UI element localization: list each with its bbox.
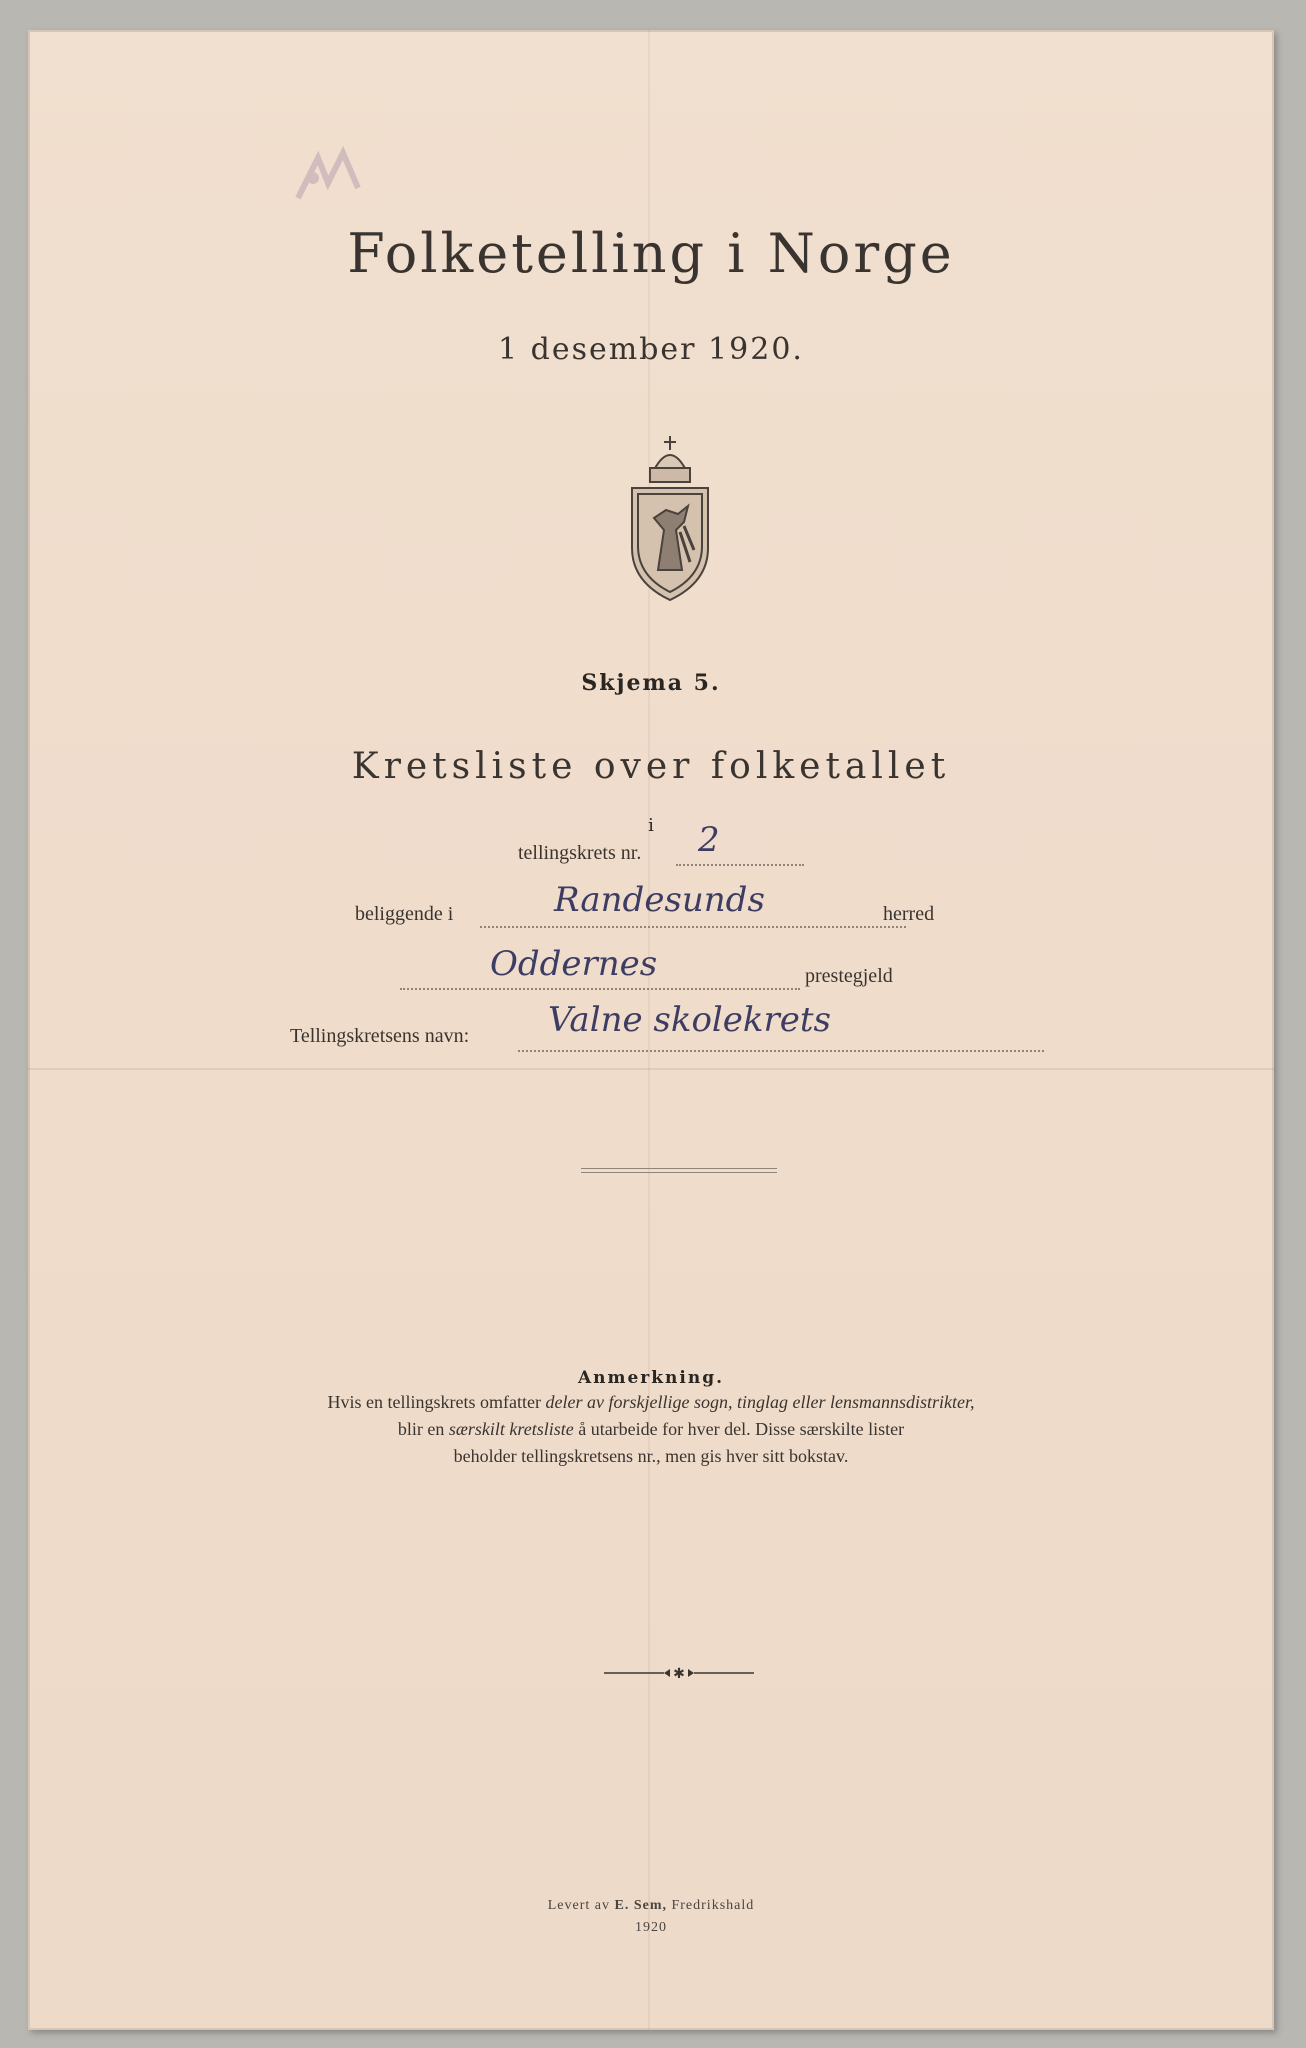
prestegjeld-value: Oddernes	[490, 944, 658, 984]
krets-number-line	[676, 864, 804, 866]
document-title: Folketelling i Norge	[347, 222, 955, 285]
herred-line	[480, 926, 906, 928]
krets-name-label: Tellingskretsens navn:	[290, 1025, 470, 1047]
note-line-2-text-a: blir en	[397, 1419, 449, 1439]
census-form-page	[28, 30, 1274, 2030]
printer-name: E. Sem,	[614, 1898, 667, 1913]
printer-text-a: Levert av	[547, 1898, 615, 1913]
schema-number: Skjema 5.	[581, 670, 721, 696]
herred-label: herred	[883, 903, 935, 925]
note-line-1-text: Hvis en tellingskrets omfatter	[327, 1392, 546, 1412]
note-line-2	[28, 1419, 1274, 1440]
note-line-1-emphasis: deler av forskjellige sogn, tinglag eller lensmannsdistrikter,	[545, 1392, 975, 1412]
norwegian-coat-of-arms-icon	[624, 430, 716, 604]
printer-text-b: Fredrikshald	[666, 1898, 755, 1913]
note-heading: Anmerkning.	[577, 1368, 725, 1388]
prestegjeld-label: prestegjeld	[805, 965, 893, 987]
krets-name-line	[518, 1050, 1044, 1052]
note-line-2-text-b: å utarbeide for hver del. Disse særskilte lister	[573, 1419, 905, 1439]
herred-value: Randesunds	[554, 880, 765, 920]
separator-rule	[581, 1168, 777, 1173]
preposition-i: i	[648, 815, 654, 836]
form-heading: Kretsliste over folketallet	[351, 746, 951, 787]
note-line-1	[28, 1392, 1274, 1413]
printer-credit	[28, 1898, 1274, 1914]
document-date: 1 desember 1920.	[498, 332, 804, 367]
printer-year: 1920	[635, 1920, 667, 1935]
ornament-divider-icon	[604, 1666, 754, 1680]
krets-name-value: Valne skolekrets	[548, 1000, 832, 1040]
faded-stamp-mark	[288, 138, 378, 210]
horizontal-fold-crease	[28, 1068, 1274, 1070]
krets-number-label: tellingskrets nr.	[518, 842, 642, 864]
beliggende-label: beliggende i	[355, 903, 454, 925]
note-line-3: beholder tellingskretsens nr., men gis hver sitt bokstav.	[453, 1446, 849, 1466]
prestegjeld-line	[400, 988, 800, 990]
krets-number-value: 2	[698, 820, 720, 860]
note-line-2-emphasis: særskilt kretsliste	[448, 1419, 574, 1439]
svg-text:✱: ✱	[673, 1666, 685, 1680]
